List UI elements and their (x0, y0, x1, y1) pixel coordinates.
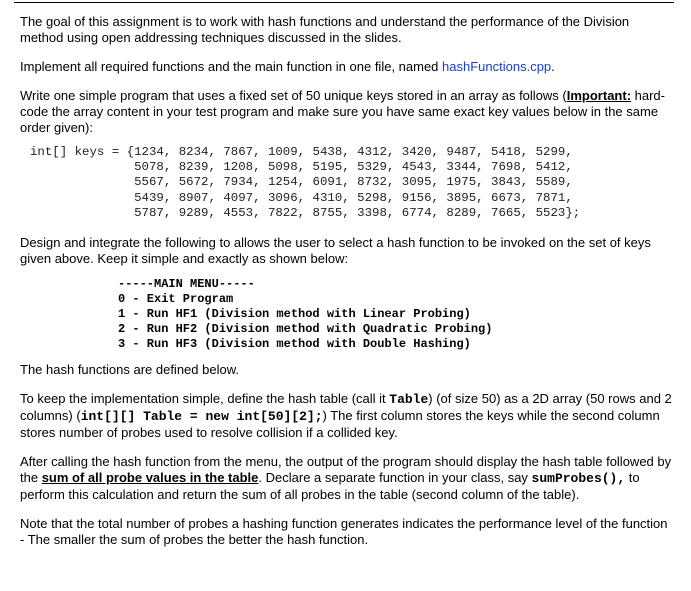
menu-option-hf1: 1 - Run HF1 (Division method with Linear Probing) (118, 307, 471, 322)
keys-code-block (20, 145, 674, 221)
sum-probes-code: sumProbes(), (531, 471, 626, 487)
menu-option-hf2: 2 - Run HF2 (Division method with Quadratic Probing) (118, 322, 493, 337)
design-paragraph: Design and integrate the following to allows the user to select a hash function to be invoked on the set of keys given above. Keep it simple and exactly as shown below: (20, 235, 651, 267)
code-line: 5787, 9289, 4553, 7822, 8755, 3398, 6774, 8289, 7665, 5523}; (30, 205, 581, 220)
after-text-3: to perform this calculation and return the sum of all probes in the table (second column of the table). (20, 470, 640, 503)
code-line: 5078, 8239, 1208, 5098, 5195, 5329, 4543, 3344, 7698, 5412, (30, 160, 573, 175)
table-text-2: ) (of size 50) as a 2D array (50 rows and 2 columns) ( (20, 391, 672, 424)
file-name-link[interactable]: hashFunctions.cpp (442, 59, 552, 74)
code-line: int[] keys = {1234, 8234, 7867, 1009, 5438, 4312, 3420, 9487, 5418, 5299, (30, 145, 573, 159)
goal-paragraph: The goal of this assignment is to work with hash functions and understand the performance of the Division method using open addressing techniques discussed in the slides. (20, 14, 630, 45)
table-decl-code: int[][] Table = new int[50][2]; (80, 409, 323, 425)
after-paragraph (20, 454, 674, 503)
important-label: Important: (566, 88, 632, 103)
write-paragraph (20, 88, 674, 136)
write-suffix: hard-code the array content in your test program and make sure you have same exact key values below in the same order given): (20, 88, 665, 135)
table-name-code: Table (389, 392, 429, 408)
menu-option-hf3: 3 - Run HF3 (Division method with Double Hashing) (118, 337, 471, 352)
table-text-1: To keep the implementation simple, define the hash table (call it (20, 391, 390, 407)
write-text: Write one simple program that uses a fixed set of 50 unique keys stored in an array as follows ( (20, 88, 567, 103)
after-text-1: After calling the hash function from the menu, the output of the program should display the hash table followed by the (20, 454, 672, 486)
top-rule (14, 2, 674, 3)
defined-paragraph: The hash functions are defined below. (20, 362, 239, 378)
sum-probes-emphasis: sum of all probe values in the table (41, 470, 259, 486)
assignment-document (20, 14, 674, 548)
table-paragraph (20, 391, 674, 441)
implement-paragraph (20, 59, 674, 75)
implement-suffix: . (551, 59, 555, 74)
main-menu-block (20, 277, 674, 352)
menu-option-exit: 0 - Exit Program (118, 292, 234, 307)
note-paragraph: Note that the total number of probes a hashing function generates indicates the performance level of the function - The smaller the sum of probes the better the hash function. (20, 516, 668, 548)
code-line: 5439, 8907, 4097, 3096, 4310, 5298, 9156, 3895, 6673, 7871, (30, 190, 573, 205)
implement-text: Implement all required functions and the main function in one file, named (20, 59, 443, 74)
code-line: 5567, 5672, 7934, 1254, 6091, 8732, 3095, 1975, 3843, 5589, (30, 175, 573, 190)
table-text-3: ) The first column stores the keys while the second column stores number of probes used to resolve collision if a collided key. (20, 408, 660, 441)
after-text-2: . Declare a separate function in your class, say (258, 470, 532, 486)
menu-title: -----MAIN MENU----- (118, 277, 255, 292)
